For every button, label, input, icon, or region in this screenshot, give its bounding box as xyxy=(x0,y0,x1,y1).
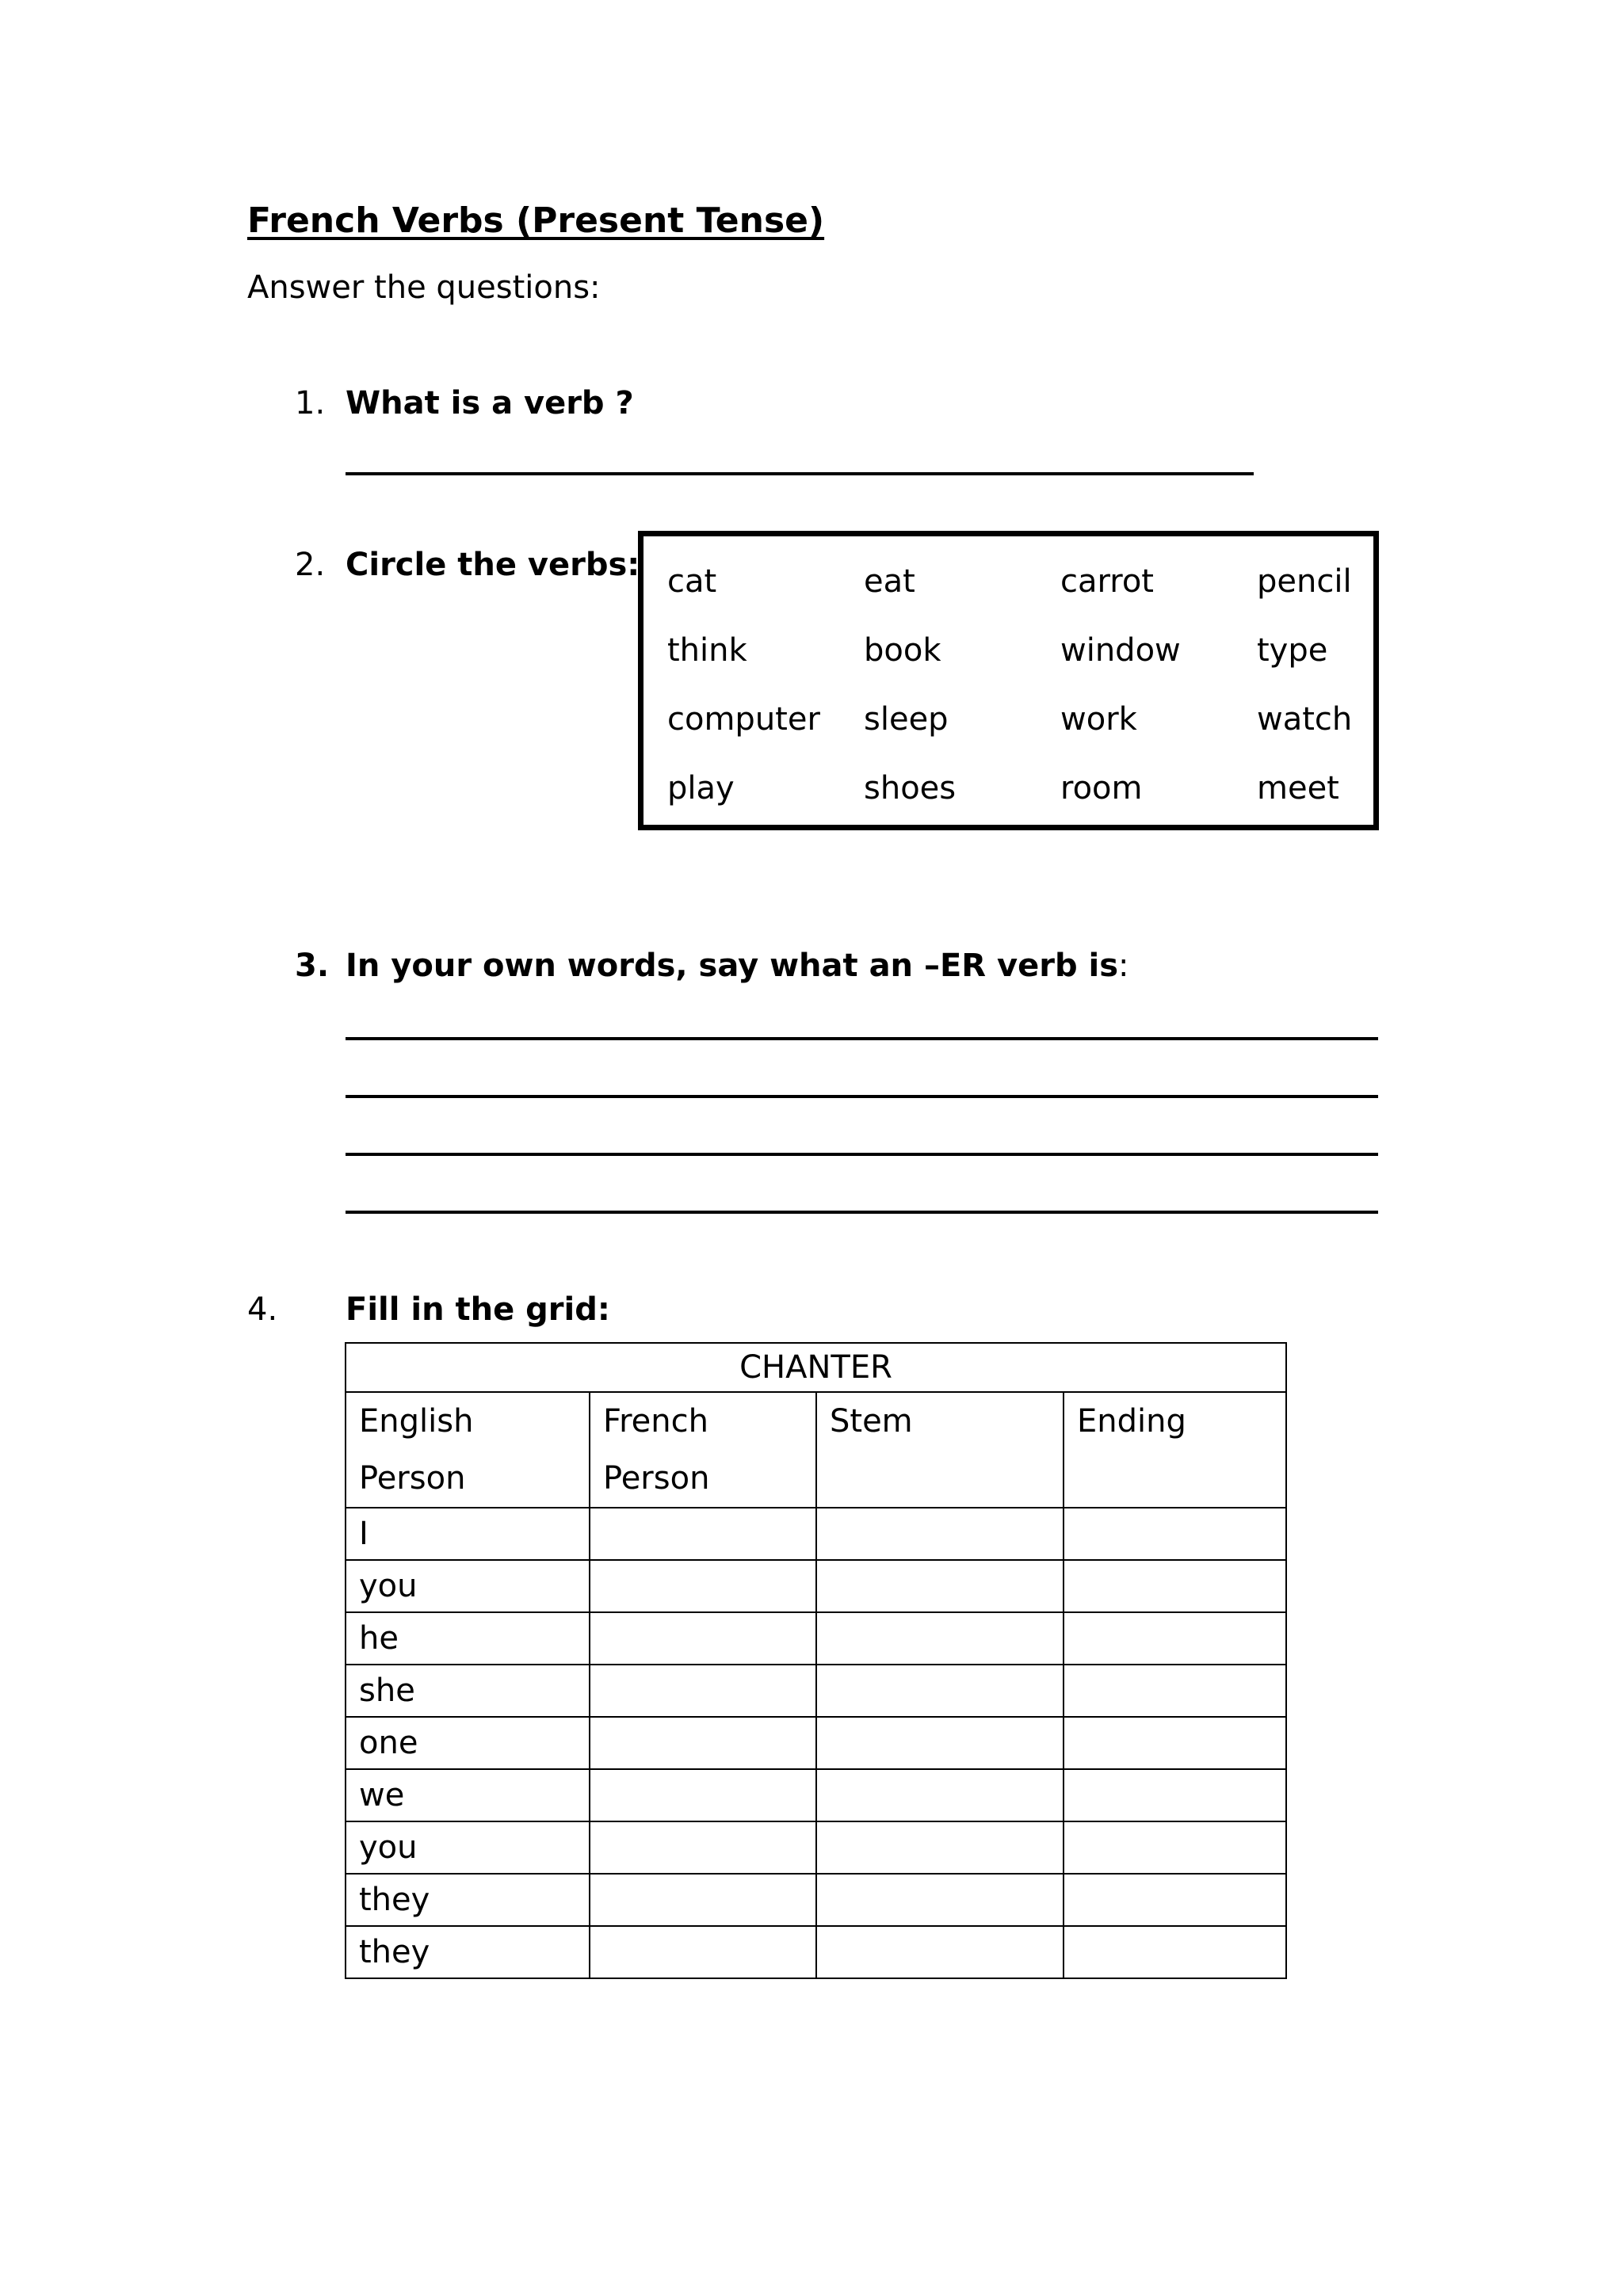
stem-cell[interactable] xyxy=(816,1665,1064,1717)
person-cell: he xyxy=(346,1612,590,1665)
person-cell: one xyxy=(346,1717,590,1769)
stem-cell[interactable] xyxy=(816,1769,1064,1821)
header-line: Ending xyxy=(1077,1403,1186,1440)
header-line: Stem xyxy=(830,1403,913,1440)
french-person-cell[interactable] xyxy=(590,1560,816,1612)
ending-cell[interactable] xyxy=(1064,1560,1286,1612)
grid-caption: CHANTER xyxy=(346,1343,1286,1392)
header-line: English xyxy=(359,1403,474,1440)
stem-cell[interactable] xyxy=(816,1560,1064,1612)
stem-cell[interactable] xyxy=(816,1508,1064,1560)
answer-line-3b[interactable] xyxy=(346,1095,1378,1098)
ending-cell[interactable] xyxy=(1064,1665,1286,1717)
french-person-cell[interactable] xyxy=(590,1508,816,1560)
french-person-cell[interactable] xyxy=(590,1665,816,1717)
verb-word[interactable]: play xyxy=(667,770,735,807)
question-4-text: Fill in the grid: xyxy=(346,1291,610,1328)
question-1-text: What is a verb ? xyxy=(346,385,634,421)
grid-row xyxy=(346,1874,1286,1926)
grid-row xyxy=(346,1665,1286,1717)
ending-cell[interactable] xyxy=(1064,1926,1286,1978)
header-line: Person xyxy=(359,1460,466,1497)
question-1-number: 1. xyxy=(295,385,326,421)
french-person-cell[interactable] xyxy=(590,1821,816,1874)
page-title: French Verbs (Present Tense) xyxy=(247,200,825,241)
question-3-number: 3. xyxy=(295,948,330,984)
instructions: Answer the questions: xyxy=(247,269,601,306)
stem-cell[interactable] xyxy=(816,1717,1064,1769)
grid-row xyxy=(346,1717,1286,1769)
verb-word[interactable]: sleep xyxy=(864,701,949,738)
verb-word[interactable]: type xyxy=(1257,632,1328,669)
stem-cell[interactable] xyxy=(816,1612,1064,1665)
person-cell: we xyxy=(346,1769,590,1821)
conjugation-grid xyxy=(345,1342,1287,1979)
person-cell: I xyxy=(346,1508,590,1560)
person-cell: you xyxy=(346,1560,590,1612)
header-line: Person xyxy=(603,1460,710,1497)
verb-word[interactable]: carrot xyxy=(1060,563,1154,600)
french-person-cell[interactable] xyxy=(590,1717,816,1769)
header-english-person xyxy=(346,1392,590,1508)
answer-line-3a[interactable] xyxy=(346,1037,1378,1040)
grid-row xyxy=(346,1769,1286,1821)
ending-cell[interactable] xyxy=(1064,1717,1286,1769)
french-person-cell[interactable] xyxy=(590,1612,816,1665)
stem-cell[interactable] xyxy=(816,1874,1064,1926)
verb-word[interactable]: work xyxy=(1060,701,1137,738)
question-2-text: Circle the verbs: xyxy=(346,547,640,583)
person-cell: you xyxy=(346,1821,590,1874)
verb-word[interactable]: watch xyxy=(1257,701,1353,738)
stem-cell[interactable] xyxy=(816,1821,1064,1874)
question-3-text xyxy=(346,948,1129,984)
person-cell: she xyxy=(346,1665,590,1717)
question-4-number: 4. xyxy=(247,1291,278,1328)
french-person-cell[interactable] xyxy=(590,1769,816,1821)
verb-word[interactable]: shoes xyxy=(864,770,957,807)
verb-word[interactable]: room xyxy=(1060,770,1143,807)
grid-row xyxy=(346,1560,1286,1612)
question-2-number: 2. xyxy=(295,547,326,583)
verb-word[interactable]: pencil xyxy=(1257,563,1352,600)
verbs-box xyxy=(638,531,1379,830)
ending-cell[interactable] xyxy=(1064,1769,1286,1821)
grid-row xyxy=(346,1612,1286,1665)
verb-word[interactable]: book xyxy=(864,632,941,669)
ending-cell[interactable] xyxy=(1064,1508,1286,1560)
ending-cell[interactable] xyxy=(1064,1612,1286,1665)
header-stem xyxy=(816,1392,1064,1508)
header-ending xyxy=(1064,1392,1286,1508)
verb-word[interactable]: computer xyxy=(667,701,820,738)
question-3-label: In your own words, say what an –ER verb is xyxy=(346,948,1119,984)
person-cell: they xyxy=(346,1874,590,1926)
grid-row xyxy=(346,1926,1286,1978)
ending-cell[interactable] xyxy=(1064,1821,1286,1874)
header-french-person xyxy=(590,1392,816,1508)
ending-cell[interactable] xyxy=(1064,1874,1286,1926)
verb-word[interactable]: meet xyxy=(1257,770,1339,807)
answer-line-3c[interactable] xyxy=(346,1153,1378,1156)
verb-word[interactable]: cat xyxy=(667,563,717,600)
grid-header-row xyxy=(346,1392,1286,1508)
verb-word[interactable]: think xyxy=(667,632,747,669)
question-3-colon: : xyxy=(1118,948,1129,984)
grid-row xyxy=(346,1821,1286,1874)
verb-word[interactable]: eat xyxy=(864,563,915,600)
stem-cell[interactable] xyxy=(816,1926,1064,1978)
french-person-cell[interactable] xyxy=(590,1874,816,1926)
verb-word[interactable]: window xyxy=(1060,632,1181,669)
answer-line-1[interactable] xyxy=(346,472,1254,475)
answer-line-3d[interactable] xyxy=(346,1211,1378,1214)
grid-row xyxy=(346,1508,1286,1560)
french-person-cell[interactable] xyxy=(590,1926,816,1978)
person-cell: they xyxy=(346,1926,590,1978)
header-line: French xyxy=(603,1403,708,1440)
